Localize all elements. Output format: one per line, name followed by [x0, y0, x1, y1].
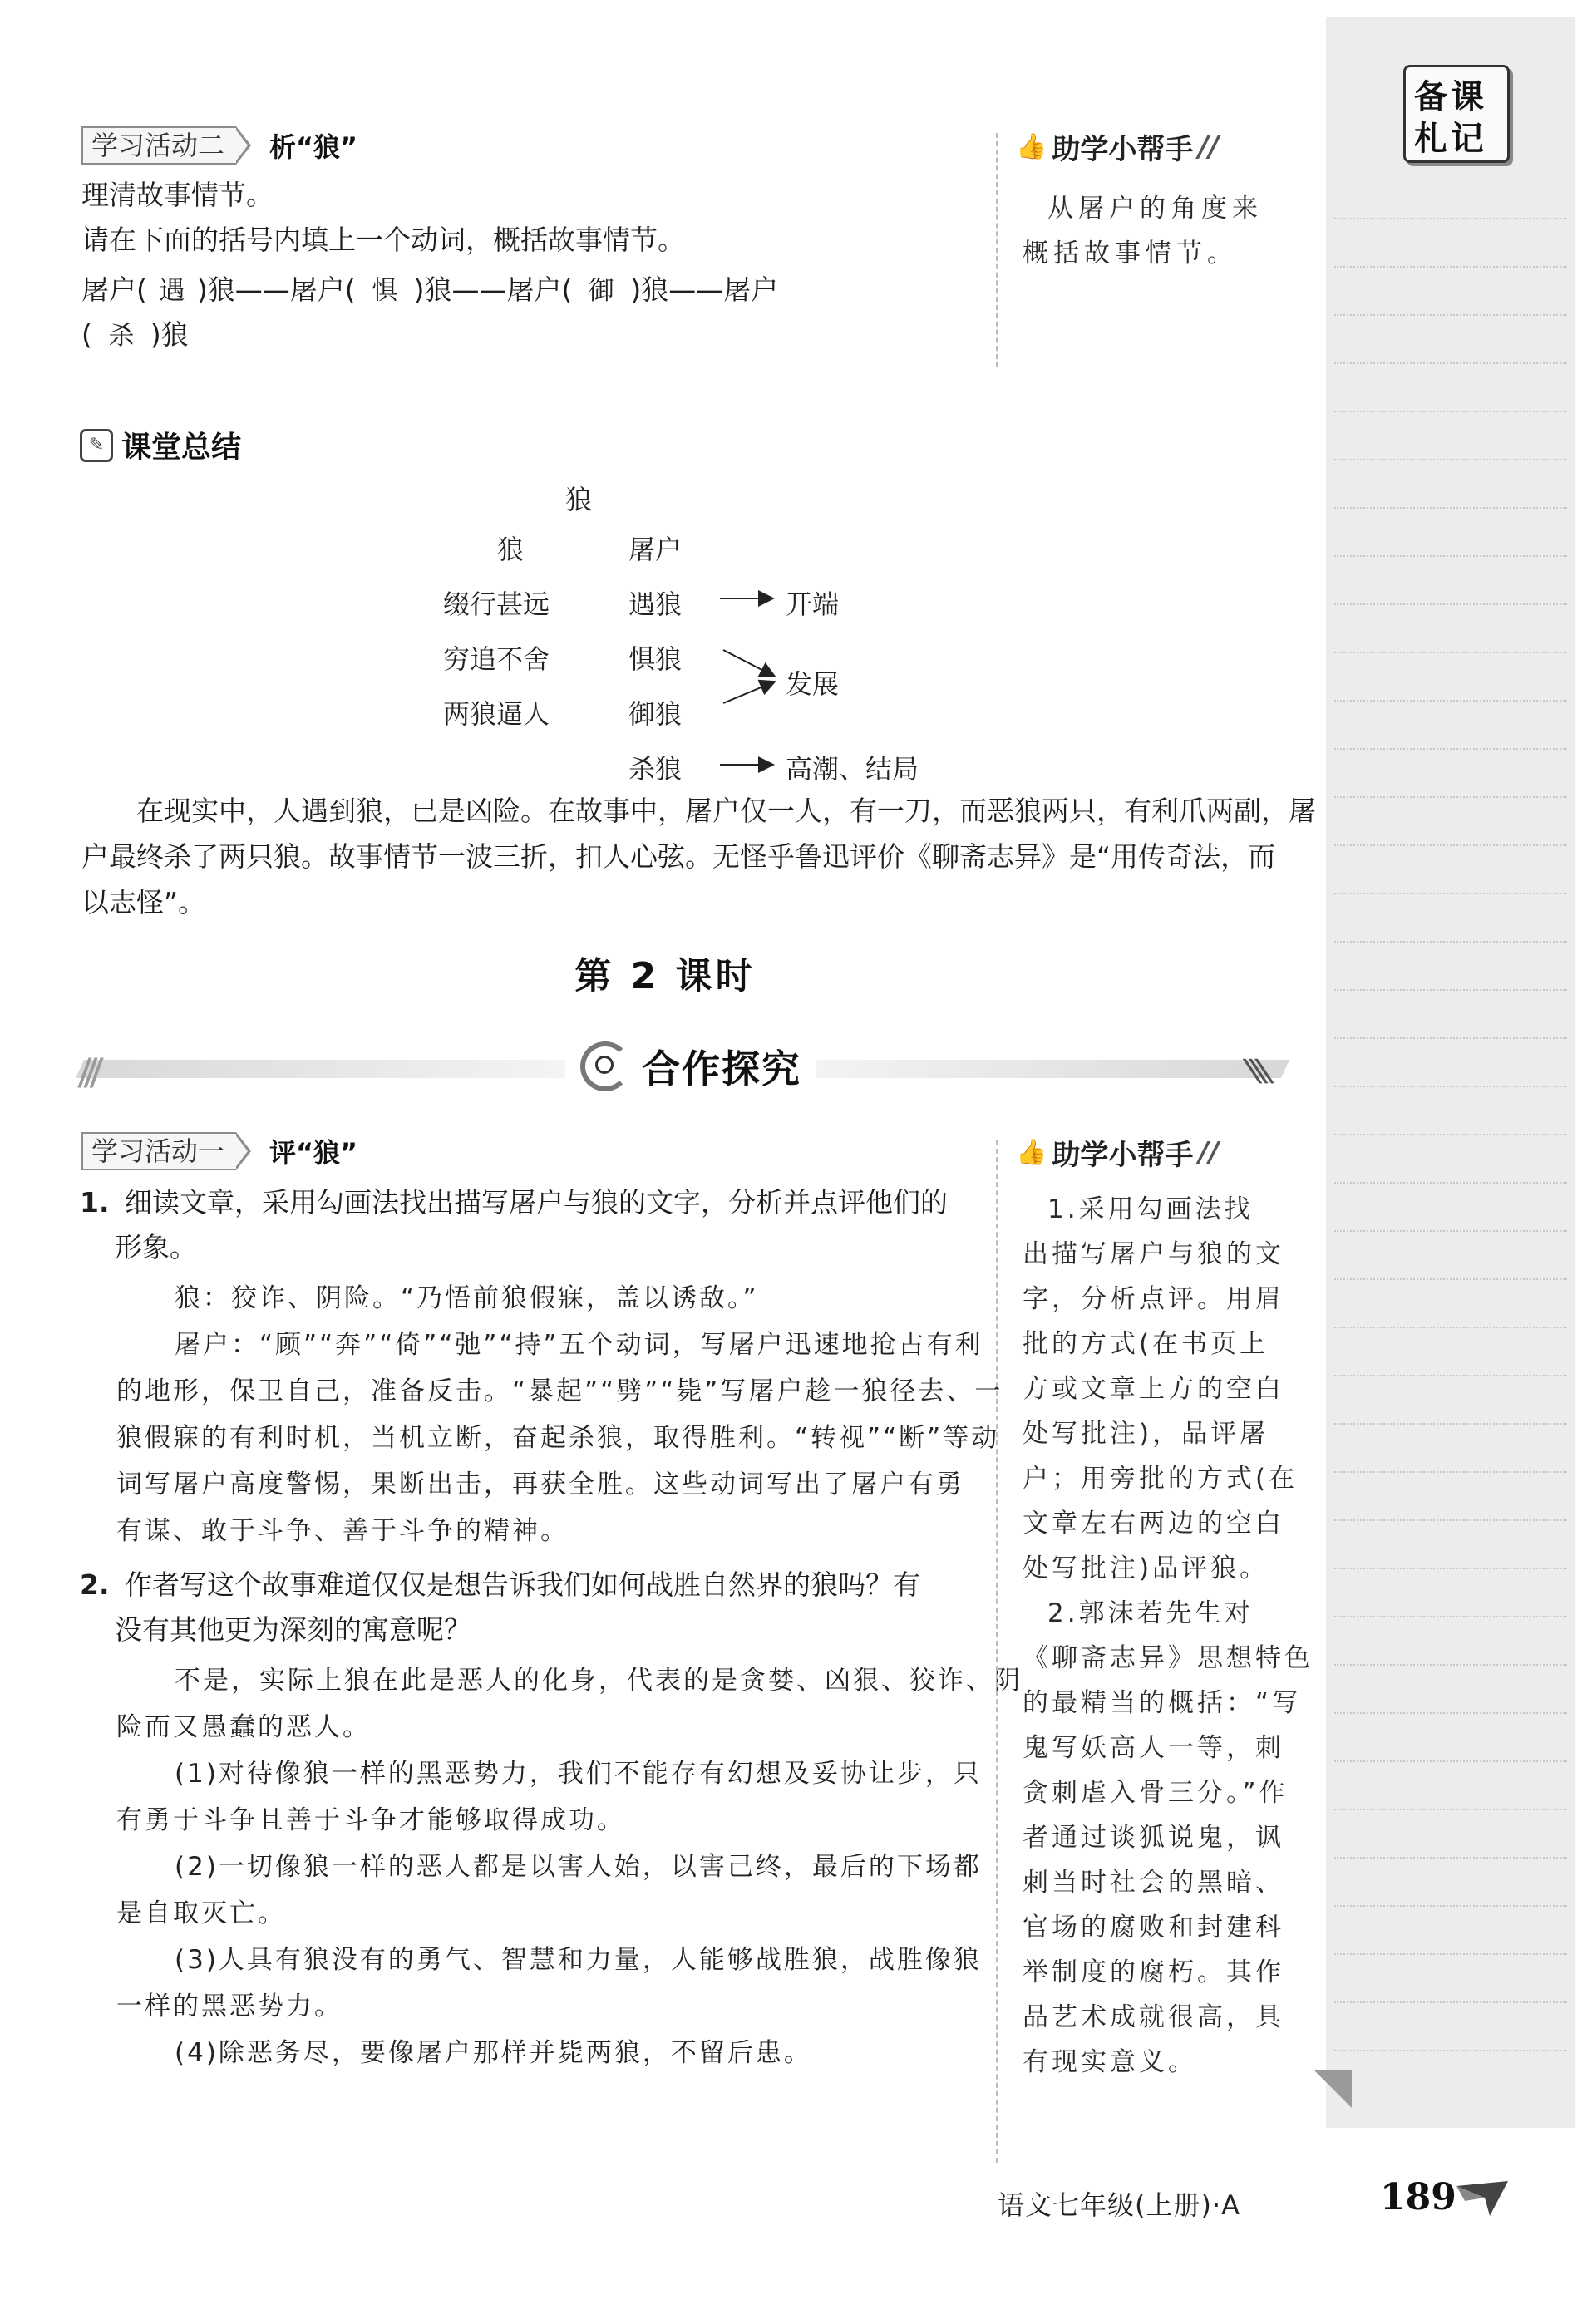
notes-ruled-line	[1334, 459, 1567, 460]
activity1-tag	[81, 1132, 357, 1170]
banner	[565, 1039, 816, 1094]
helper2-line: 处写批注)品评狼。	[1023, 1553, 1269, 1583]
text-part: 屠户(	[81, 273, 147, 306]
q1-line: 细读文章，采用勾画法找出描写屠户与狼的文字，分析并点评他们的	[125, 1186, 948, 1219]
lesson2-heading: 第 2 课时	[574, 955, 756, 997]
tag-arrow-icon	[236, 1132, 251, 1170]
summary-paragraph-line: 户最终杀了两只狼。故事情节一波三折，扣人心弦。无怪乎鲁迅评价《聊斋志异》是“用传奇法，而	[81, 840, 1276, 873]
diagram-left-2: 穷追不舍	[443, 643, 550, 675]
magnifier-icon	[580, 1041, 630, 1091]
helper2-line: 出描写屠户与狼的文	[1023, 1239, 1284, 1269]
helper2-divider	[996, 1140, 998, 2163]
diagram-outcome-2: 发展	[786, 668, 840, 700]
helper2-line: 《聊斋志异》思想特色	[1023, 1643, 1314, 1673]
notes-ruled-line	[1334, 507, 1567, 509]
arrow-to-development-1	[723, 650, 775, 677]
thumbs-up-icon: 👍	[1016, 132, 1047, 161]
diagram-right-4: 杀狼	[628, 753, 683, 785]
summary-icon: ✎	[80, 429, 113, 462]
a2-line: (1)对待像狼一样的黑恶势力，我们不能存有幻想及妥协让步，只	[175, 1759, 982, 1789]
a2-line: (2)一切像狼一样的恶人都是以害人始，以害己终，最后的下场都	[175, 1852, 982, 1882]
notes-ruled-line	[1334, 2050, 1567, 2051]
text-part: )狼——屠户(	[196, 273, 356, 306]
notes-ruled-line	[1334, 1905, 1567, 1907]
page-fold-corner	[1314, 2070, 1352, 2108]
a1-line: 屠户：“顾”“奔”“倚”“弛”“持”五个动词，写屠户迅速地抢占有利	[175, 1330, 983, 1360]
helper1-text	[1023, 186, 1314, 276]
slash-decoration-icon: //	[1198, 130, 1220, 164]
a2-line: 是自取灭亡。	[116, 1898, 286, 1928]
activity1-title: 评“狼”	[269, 1137, 358, 1169]
helper2-line: 2.郭沫若先生对	[1047, 1598, 1254, 1628]
a1-line: 词写屠户高度警惕，果断出击，再获全胜。这些动词写出了屠户有勇	[116, 1470, 964, 1499]
notes-ruled-line	[1334, 1182, 1567, 1184]
notes-ruled-line	[1334, 603, 1567, 605]
answer-verb: 杀	[108, 321, 135, 351]
a2-line: 一样的黑恶势力。	[116, 1992, 343, 2021]
a2-line: (4)除恶务尽，要像屠户那样并毙两狼，不留后患。	[175, 2038, 812, 2068]
notes-ruled-line	[1334, 893, 1567, 894]
helper2-line: 举制度的腐朽。其作	[1023, 1957, 1284, 1987]
helper2-line: 鬼写妖高人一等，刺	[1023, 1733, 1284, 1763]
activity2-tag	[81, 126, 357, 165]
answer-verb: 惧	[372, 276, 398, 306]
q2-number: 2.	[80, 1568, 110, 1601]
slash-decoration-icon: //	[1198, 1135, 1220, 1169]
helper2-line: 文章左右两边的空白	[1023, 1509, 1284, 1539]
corner-arrow-icon	[1453, 2176, 1511, 2219]
notes-ruled-line	[1334, 1568, 1567, 1569]
q2-line: 作者写这个故事难道仅仅是想告诉我们如何战胜自然界的狼吗？有	[125, 1568, 920, 1601]
a1-line: 的地形，保卫自己，准备反击。“暴起”“劈”“毙”写屠户趁一狼径去、一	[116, 1376, 1003, 1406]
helper2-line: 字，分析点评。用眉	[1023, 1284, 1284, 1314]
helper2-line: 者通过谈狐说鬼，讽	[1023, 1823, 1284, 1853]
notes-ruled-line	[1334, 1809, 1567, 1810]
summary-paragraph-line: 以志怪”。	[81, 886, 206, 918]
helper2-title-text: 助学小帮手	[1052, 1139, 1194, 1172]
summary-title: 课堂总结	[121, 431, 242, 465]
banner-title: 合作探究	[642, 1046, 801, 1091]
notes-ruled-line	[1334, 796, 1567, 798]
diagram-left-3: 两狼逼人	[443, 698, 550, 730]
notes-ruled-line	[1334, 1519, 1567, 1521]
page-number: 189	[1380, 2176, 1456, 2218]
q1-line: 形象。	[115, 1231, 197, 1263]
activity2-line4	[81, 313, 189, 358]
helper2-line: 刺当时社会的黑暗、	[1023, 1868, 1284, 1898]
helper2-line: 有现实意义。	[1023, 2047, 1197, 2077]
notes-ruled-line	[1334, 1664, 1567, 1666]
notes-badge-line1: 备课	[1414, 78, 1487, 116]
text-part: )狼——屠户	[630, 273, 779, 306]
a2-line: 有勇于斗争且善于斗争才能够取得成功。	[116, 1805, 625, 1835]
notes-ruled-line	[1334, 844, 1567, 846]
notes-ruled-line	[1334, 748, 1567, 750]
a1-line: 有谋、敢于斗争、善于斗争的精神。	[116, 1516, 569, 1546]
helper1-title-text: 助学小帮手	[1052, 133, 1194, 166]
notes-column	[1326, 17, 1575, 2128]
notes-ruled-line	[1334, 1230, 1567, 1232]
notes-ruled-line	[1334, 1760, 1567, 1762]
notes-ruled-line	[1334, 1037, 1567, 1039]
notes-ruled-line	[1334, 1857, 1567, 1859]
banner-stripes-left: |||	[73, 1054, 104, 1088]
a2-line: 不是，实际上狼在此是恶人的化身，代表的是贪婪、凶狠、狡诈、阴	[175, 1666, 1023, 1696]
notes-ruled-line	[1334, 652, 1567, 653]
diagram-right-2: 惧狼	[628, 643, 683, 675]
activity2-title: 析“狼”	[269, 131, 358, 163]
notes-ruled-line	[1334, 1616, 1567, 1617]
summary-paragraph	[81, 788, 1316, 925]
diagram-outcome-1: 开端	[786, 588, 840, 620]
notes-ruled-line	[1334, 218, 1567, 219]
notes-ruled-line	[1334, 1086, 1567, 1087]
notes-ruled-line	[1334, 555, 1567, 557]
banner-stripes-right: \\\	[1240, 1054, 1271, 1088]
helper2-line: 品艺术成就很高，具	[1023, 2002, 1284, 2032]
notes-ruled-line	[1334, 1423, 1567, 1425]
activity1-tag-label: 学习活动一	[81, 1132, 236, 1170]
activity2-line1: 理清故事情节。	[81, 179, 274, 211]
text-part: )狼——屠户(	[413, 273, 573, 306]
notes-ruled-line	[1334, 314, 1567, 316]
notes-ruled-line	[1334, 1712, 1567, 1714]
answer-verb: 御	[588, 276, 614, 306]
q2-line: 没有其他更为深刻的寓意呢？	[115, 1613, 471, 1646]
notes-badge-line2: 札记	[1414, 120, 1487, 158]
helper1-line: 概括故事情节。	[1023, 239, 1238, 268]
helper2-line: 1.采用勾画法找	[1047, 1194, 1254, 1224]
activity2-tag-label: 学习活动二	[81, 126, 236, 165]
helper2-line: 批的方式(在书页上	[1023, 1329, 1269, 1359]
helper1-line: 从屠户的角度来	[1047, 194, 1263, 224]
q2	[80, 1563, 920, 1608]
footer-book: 语文七年级(上册)·A	[998, 2189, 1241, 2221]
diagram-right-3: 御狼	[628, 698, 683, 730]
q1-number: 1.	[80, 1186, 110, 1219]
helper2-title	[1016, 1132, 1219, 1173]
helper1-title	[1016, 126, 1219, 167]
helper2-line: 户；用旁批的方式(在	[1023, 1464, 1299, 1494]
diagram-col-left-head: 狼	[497, 534, 525, 565]
diagram-outcome-3: 高潮、结局	[786, 753, 919, 785]
a1-line: 狼假寐的有利时机，当机立断，奋起杀狼，取得胜利。“转视”“断”等动	[116, 1423, 1000, 1453]
a2-line: 险而又愚蠢的恶人。	[116, 1712, 371, 1742]
diagram-left-1: 缀行甚远	[443, 588, 550, 620]
notes-ruled-line	[1334, 1134, 1567, 1135]
notes-ruled-line	[1334, 1327, 1567, 1328]
notes-ruled-line	[1334, 2001, 1567, 2003]
summary-heading	[80, 424, 241, 466]
diagram-right-1: 遇狼	[628, 588, 683, 620]
thumbs-up-icon: 👍	[1016, 1138, 1047, 1167]
q1	[80, 1180, 948, 1225]
answer-verb: 遇	[159, 276, 185, 306]
helper2-line: 官场的腐败和封建科	[1023, 1913, 1284, 1942]
helper2-line: 方或文章上方的空白	[1023, 1374, 1284, 1404]
notes-ruled-line	[1334, 411, 1567, 412]
tag-arrow-icon	[236, 126, 251, 165]
text-part: )狼	[150, 318, 189, 351]
notes-ruled-line	[1334, 1953, 1567, 1955]
helper2-line: 的最精当的概括：“写	[1023, 1688, 1302, 1718]
activity2-line2: 请在下面的括号内填上一个动词，概括故事情节。	[81, 224, 685, 256]
notes-badge	[1403, 65, 1510, 163]
notes-ruled-line	[1334, 989, 1567, 991]
diagram-top: 狼	[565, 484, 593, 515]
a1-line: 狼：狡诈、阴险。“乃悟前狼假寐，盖以诱敌。”	[175, 1283, 759, 1313]
helper2-line: 贪刺虐入骨三分。”作	[1023, 1778, 1289, 1808]
notes-ruled-line	[1334, 1375, 1567, 1376]
notes-ruled-line	[1334, 266, 1567, 268]
activity2-line3	[81, 268, 778, 313]
arrow-to-development-2	[723, 682, 775, 703]
notes-ruled-line	[1334, 1471, 1567, 1473]
notes-ruled-line	[1334, 1278, 1567, 1280]
text-part: (	[81, 318, 92, 351]
notes-ruled-line	[1334, 700, 1567, 702]
summary-paragraph-line: 在现实中，人遇到狼，已是凶险。在故事中，屠户仅一人，有一刀，而恶狼两只，有利爪两副，屠	[136, 795, 1316, 827]
helper1-divider	[996, 133, 998, 367]
helper2-text	[1023, 1187, 1314, 2085]
helper2-line: 处写批注)，品评屠	[1023, 1419, 1269, 1449]
notes-ruled-line	[1334, 362, 1567, 364]
notes-ruled-line	[1334, 941, 1567, 943]
diagram-col-right-head: 屠户	[628, 534, 683, 565]
a2-line: (3)人具有狼没有的勇气、智慧和力量，人能够战胜狼，战胜像狼	[175, 1945, 982, 1975]
